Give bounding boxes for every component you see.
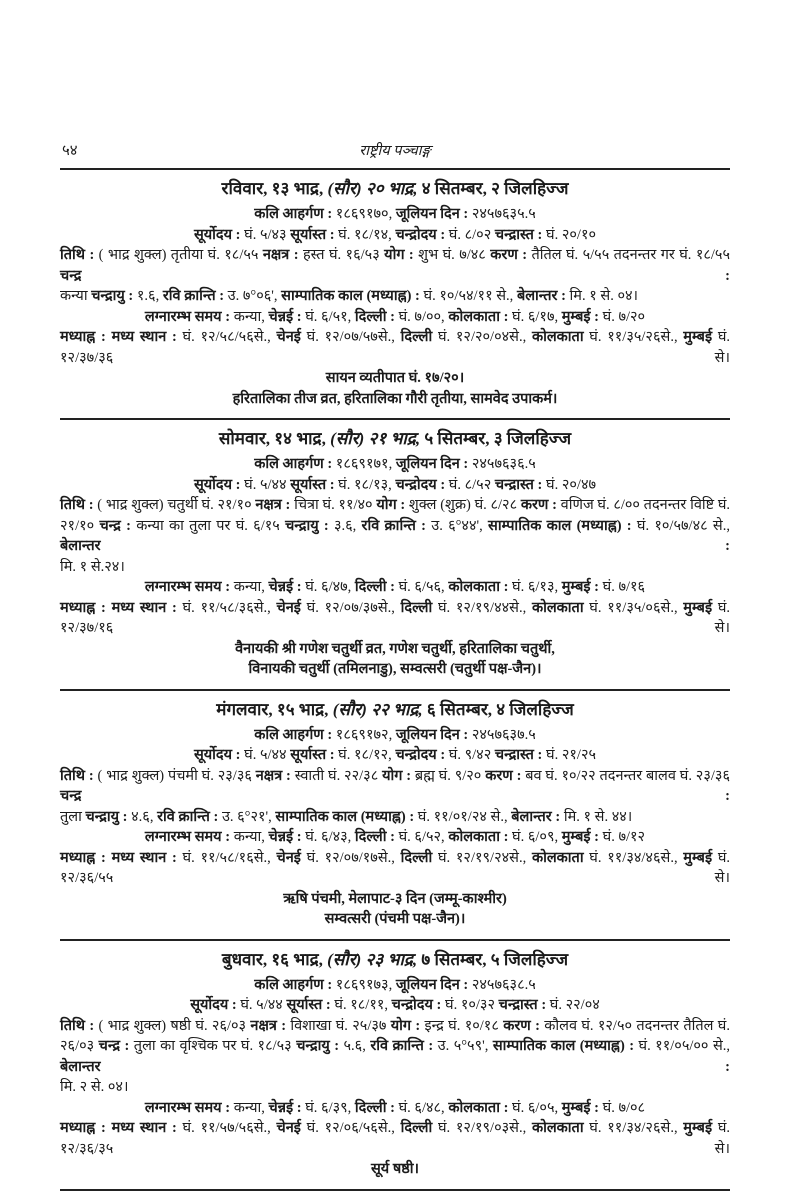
tithi-line: २१/१० चन्द्र : कन्या का तुला पर घं. ६/१५ चन्द्रायु : ३.६, रवि क्रान्ति : उ. ६°४४', साम्पातिक काल (मध्याह्न) : घं. १०/५७/४८ से., बेलान्तर : bbox=[60, 517, 730, 554]
festival-line: विनायकी चतुर्थी (तमिलनाडु), सम्वत्सरी (चतुर्थी पक्ष-जैन)। bbox=[248, 661, 542, 677]
sun-moon-times-line: सूर्योदय : घं. ५/४४ सूर्यास्त : घं. १८/११, चन्द्रोदय : घं. १०/३२ चन्द्रास्त : घं. २२/०४ bbox=[190, 997, 600, 1013]
page-header bbox=[60, 140, 730, 164]
festival-line: वैनायकी श्री गणेश चतुर्थी व्रत, गणेश चतुर्थी, हरितालिका चतुर्थी, bbox=[235, 640, 555, 657]
page-content bbox=[60, 140, 730, 1191]
sun-moon-times-line: सूर्योदय : घं. ५/४४ सूर्यास्त : घं. १८/१३, चन्द्रोदय : घं. ८/५२ चन्द्रास्त : घं. २०/४७ bbox=[193, 476, 597, 493]
kali-julian-line: कलि आहर्गण : १८६९१७२, जूलियन दिन : २४५७६३७.५ bbox=[254, 726, 536, 743]
festival-line: सूर्य षष्ठी। bbox=[370, 1161, 419, 1177]
lagna-line: लग्नारम्भ समय : कन्या, चेन्नई : घं. ६/३९, दिल्ली : घं. ६/४८, कोलकाता : घं. ६/०५, मुम्बई : घं. ७/०८ bbox=[144, 1099, 646, 1116]
sun-moon-times-line: सूर्योदय : घं. ५/४४ सूर्यास्त : घं. १८/१२, चन्द्रोदय : घं. ९/४२ चन्द्रास्त : घं. २१/२५ bbox=[193, 747, 597, 763]
day-section-tuesday bbox=[60, 691, 730, 934]
festival-line: सम्वत्सरी (पंचमी पक्ष-जैन)। bbox=[324, 911, 466, 927]
madhyahna-line: मध्याह्न : मध्य स्थान : घं. ११/५७/५६से., चेनई घं. १२/०६/५६से., दिल्ली घं. १२/१९/०३से., कोलकाता घं. ११/३४/२६से., मुम्बई घं. १२/३६/३५ से। bbox=[60, 1120, 731, 1157]
madhyahna-line: मध्याह्न : मध्य स्थान : घं. ११/५८/१६से., चेनई घं. १२/०७/१७से., दिल्ली घं. १२/१९/२४से., कोलकाता घं. ११/३४/४६से., मुम्बई घं. १२/३६/५५ से। bbox=[60, 849, 731, 886]
tithi-line: मि. २ से. ०४। bbox=[60, 1079, 129, 1095]
tithi-line: तिथि : ( भाद्र शुक्ल) तृतीया घं. १८/५५ नक्षत्र : हस्त घं. १६/५३ योग : शुभ घं. ७/४८ करण : तैतिल घं. ५/५५ तदनन्तर गर घं. १८/५५ चन्द्र : bbox=[60, 247, 731, 284]
tithi-line: तुला चन्द्रायु : ४.६, रवि क्रान्ति : उ. ६°२१', साम्पातिक काल (मध्याह्न) : घं. ११/०१/२४ से., बेलान्तर : मि. १ से. ४४। bbox=[60, 808, 633, 825]
day-heading: रविवार, १३ भाद्र, (सौर) २० भाद्र, ४ सितम्बर, २ जिलहिज्ज bbox=[221, 179, 569, 198]
madhyahna-line: मध्याह्न : मध्य स्थान : घं. १२/५८/५६से., चेनई घं. १२/०७/५७से., दिल्ली घं. १२/२०/०४से., कोलकाता घं. ११/३५/२६से., मुम्बई घं. १२/३७/३६ से। bbox=[60, 329, 731, 366]
page-number: ५४ bbox=[62, 143, 78, 159]
tithi-line: कन्या चन्द्रायु : १.६, रवि क्रान्ति : उ. ७°०६', साम्पातिक काल (मध्याह्न) : घं. १०/५४/११ से., बेलान्तर : मि. १ से. ०४। bbox=[60, 288, 639, 304]
day-heading: बुधवार, १६ भाद्र, (सौर) २३ भाद्र, ७ सितम्बर, ५ जिलहिज्ज bbox=[221, 949, 569, 969]
tithi-line: मि. १ से.२४। bbox=[60, 558, 125, 575]
page-title: राष्ट्रीय पञ्चाङ्ग bbox=[359, 143, 431, 159]
tithi-line: २६/०३ चन्द्र : तुला का वृश्चिक पर घं. १८/५३ चन्द्रायु : ५.६, रवि क्रान्ति : उ. ५°५९', साम्पातिक काल (मध्याह्न) : घं. ११/०५/०० से., बेलान्तर : bbox=[60, 1038, 730, 1075]
festival-line: सायन व्यतीपात घं. १७/२०। bbox=[325, 370, 465, 386]
lagna-line: लग्नारम्भ समय : कन्या, चेन्नई : घं. ६/४७, दिल्ली : घं. ६/५६, कोलकाता : घं. ६/१३, मुम्बई : घं. ७/१६ bbox=[144, 579, 646, 595]
day-heading: मंगलवार, १५ भाद्र, (सौर) २२ भाद्र, ६ सितम्बर, ४ जिलहिज्ज bbox=[216, 699, 574, 719]
festival-line: ऋषि पंचमी, मेलापाट-३ दिन (जम्मू-काश्मीर) bbox=[283, 890, 507, 907]
lagna-line: लग्नारम्भ समय : कन्या, चेन्नई : घं. ६/४३, दिल्ली : घं. ६/५२, कोलकाता : घं. ६/०९, मुम्बई : घं. ७/१२ bbox=[144, 829, 646, 845]
tithi-line: तिथि : ( भाद्र शुक्ल) षष्ठी घं. २६/०३ नक्षत्र : विशाखा घं. २५/३७ योग : इन्द्र घं. १०/१८ करण : कौलव घं. १२/५० तदनन्तर तैतिल घं. bbox=[60, 1017, 730, 1034]
sun-moon-times-line: सूर्योदय : घं. ५/४३ सूर्यास्त : घं. १८/१४, चन्द्रोदय : घं. ८/०२ चन्द्रास्त : घं. २०/१० bbox=[193, 226, 597, 243]
day-section-wednesday bbox=[60, 941, 730, 1184]
day-heading: सोमवार, १४ भाद्र, (सौर) २१ भाद्र, ५ सितम्बर, ३ जिलहिज्ज bbox=[218, 429, 572, 448]
tithi-line: तिथि : ( भाद्र शुक्ल) पंचमी घं. २३/३६ नक्षत्र : स्वाती घं. २२/३८ योग : ब्रह्म घं. ९/२० करण : बव घं. १०/२२ तदनन्तर बालव घं. २३/३६ चन्द्र : bbox=[60, 767, 730, 804]
kali-julian-line: कलि आहर्गण : १८६९१७१, जूलियन दिन : २४५७६३६.५ bbox=[254, 456, 536, 472]
bottom-rule bbox=[60, 1189, 730, 1191]
kali-julian-line: कलि आहर्गण : १८६९१७३, जूलियन दिन : २४५७६३८.५ bbox=[254, 976, 536, 993]
day-section-sunday bbox=[60, 170, 730, 413]
lagna-line: लग्नारम्भ समय : कन्या, चेन्नई : घं. ६/५१, दिल्ली : घं. ७/००, कोलकाता : घं. ६/१७, मुम्बई : घं. ७/२० bbox=[144, 308, 646, 325]
tithi-line: तिथि : ( भाद्र शुक्ल) चतुर्थी घं. २१/१० नक्षत्र : चित्रा घं. ११/४० योग : शुक्ल (शुक्र) घं. ८/२८ करण : वणिज घं. ८/०० तदनन्तर विष्टि घं. bbox=[60, 497, 731, 513]
festival-line: हरितालिका तीज व्रत, हरितालिका गौरी तृतीया, सामवेद उपाकर्म। bbox=[232, 390, 558, 407]
kali-julian-line: कलि आहर्गण : १८६९१७०, जूलियन दिन : २४५७६३५.५ bbox=[254, 206, 536, 222]
madhyahna-line: मध्याह्न : मध्य स्थान : घं. ११/५८/३६से., चेनई घं. १२/०७/३७से., दिल्ली घं. १२/१९/४४से., कोलकाता घं. ११/३५/०६से., मुम्बई घं. १२/३७/१६ से। bbox=[60, 599, 731, 636]
day-section-monday bbox=[60, 420, 730, 684]
